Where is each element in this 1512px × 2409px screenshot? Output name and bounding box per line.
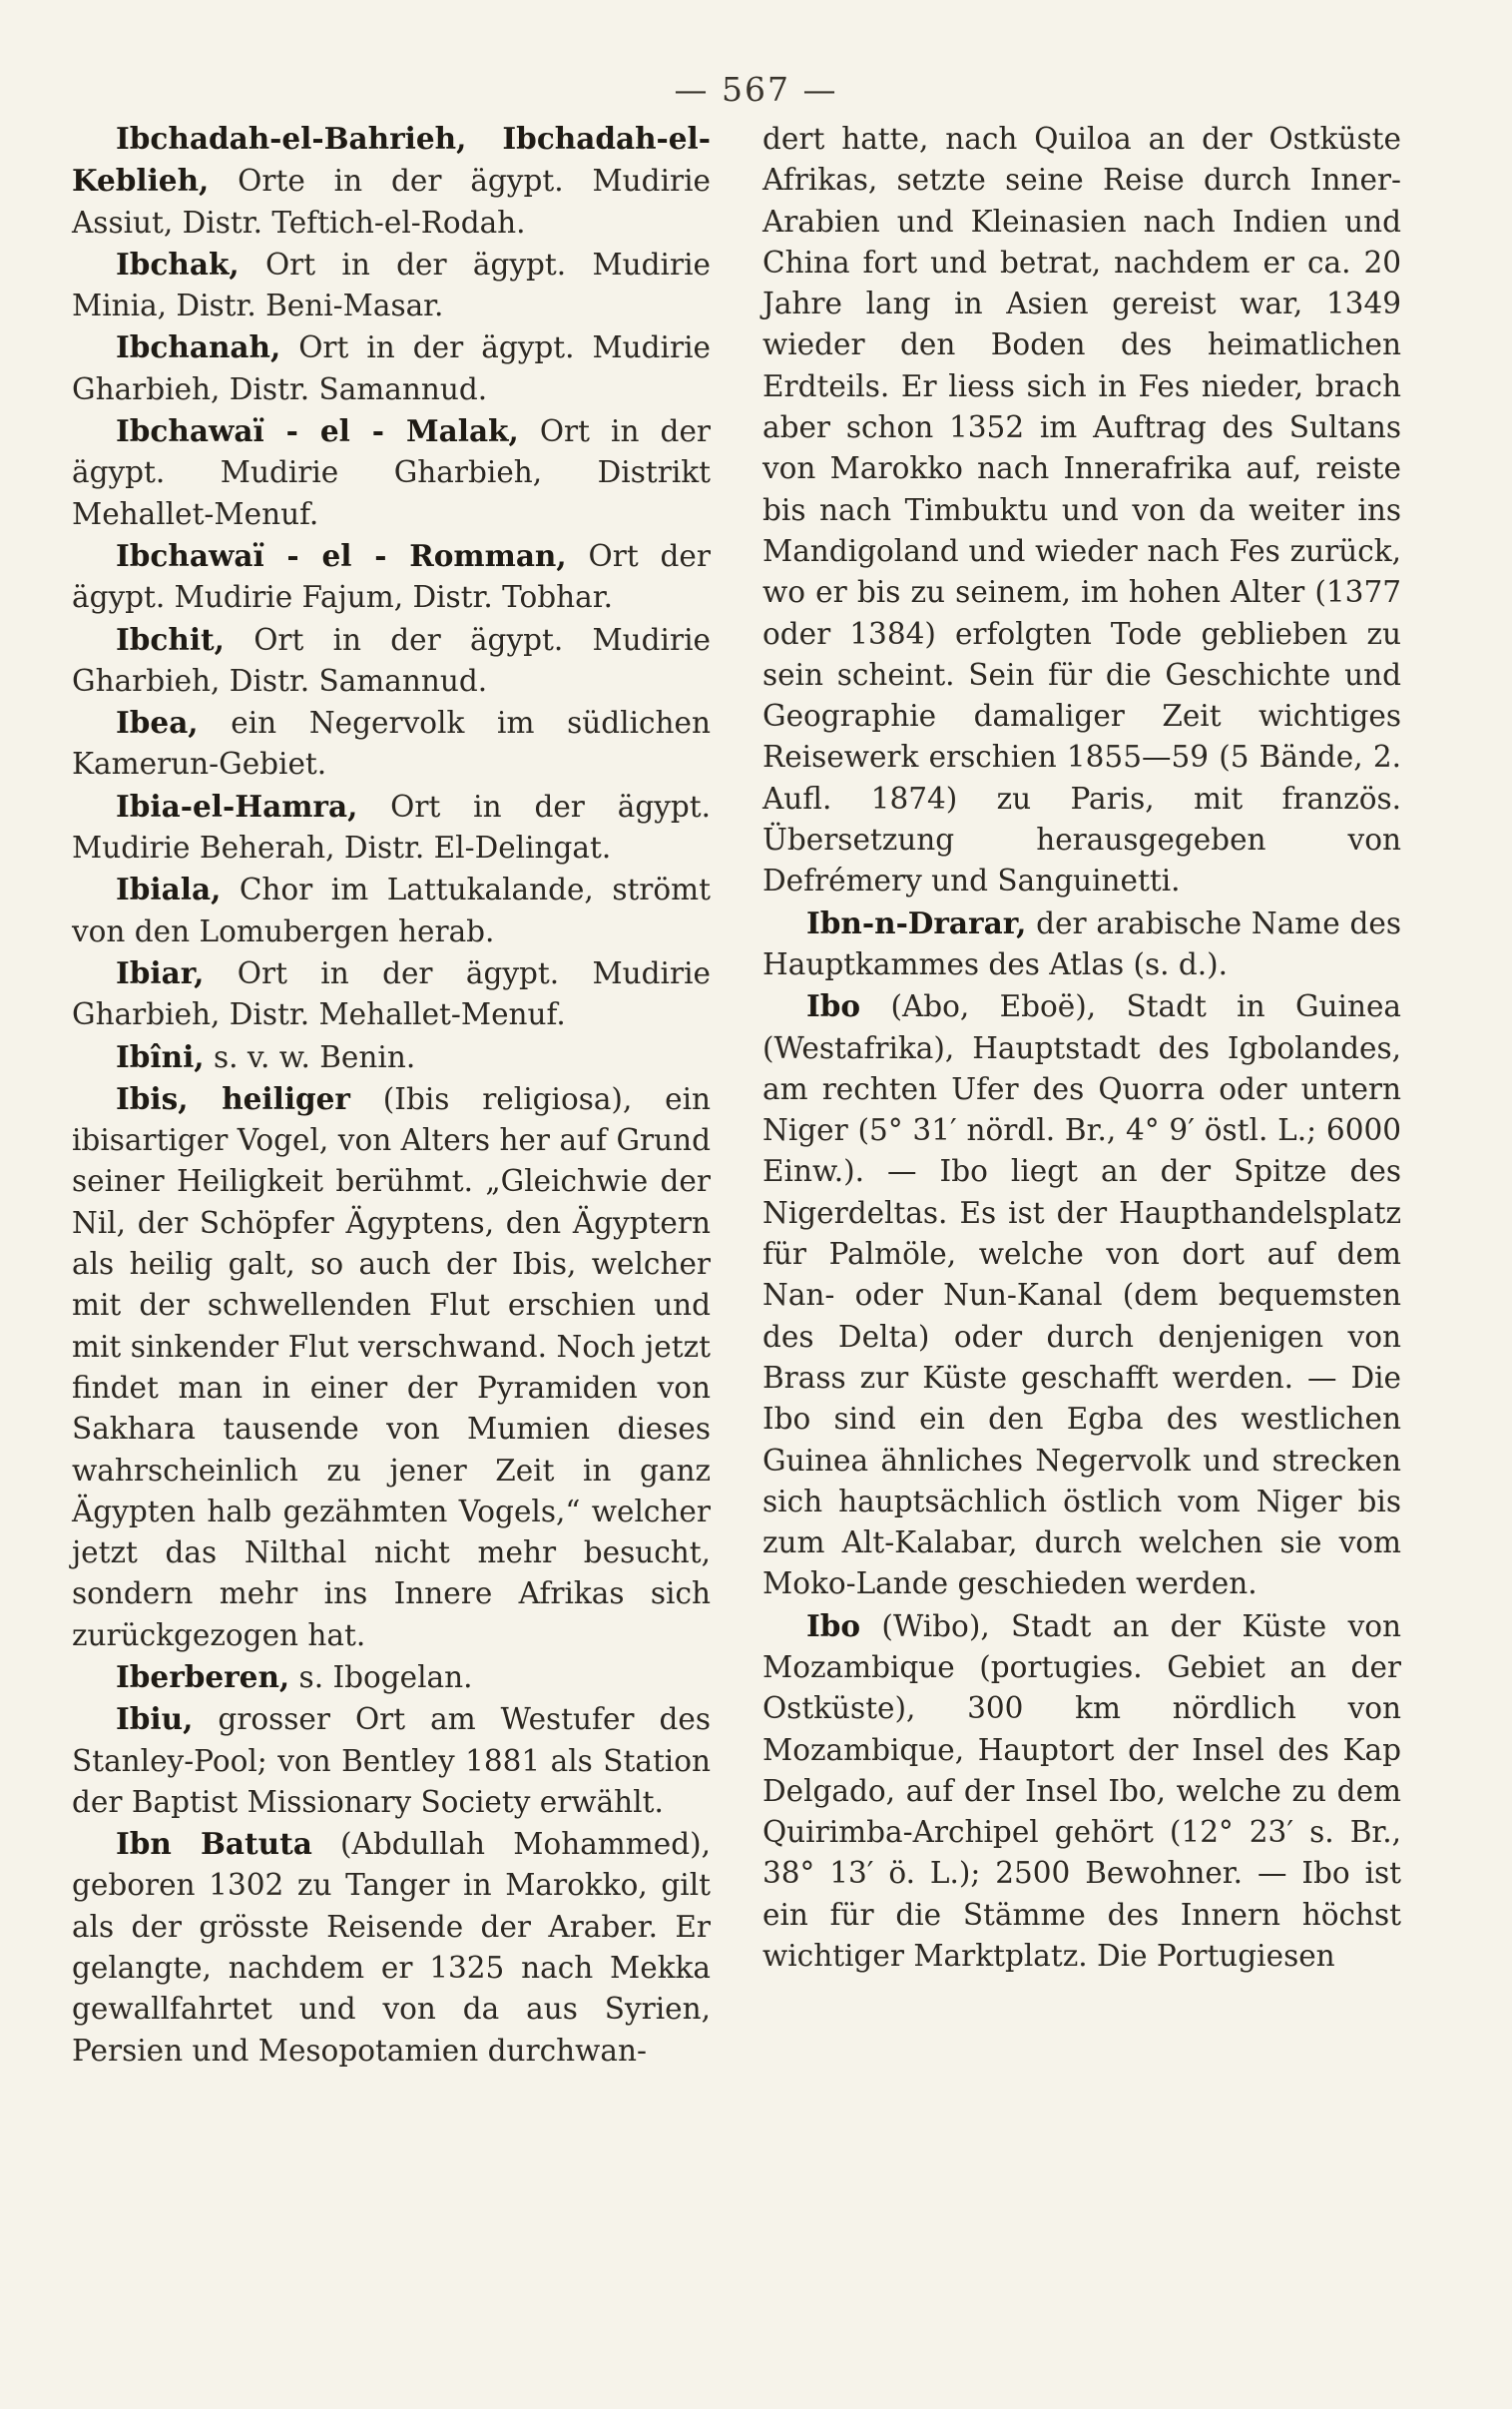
entry bbox=[72, 1078, 711, 1656]
entry-text: dert hatte, nach Quiloa an der Ostküste Afrikas, setzte seine Reise durch Inner-Arabien und Kleinasien nach Indien und China fort und betrat, nachdem er ca. 20 Jahre lang in Asien gereist war, 1349 wieder den Boden des heimatlichen Erdteils. Er liess sich in Fes nieder, brach aber schon 1352 im Auftrag des Sultans von Marokko nach Innerafrika auf, reiste bis nach Timbuktu und von da weiter ins Mandigoland und wieder nach Fes zurück, wo er bis zu seinem, im hohen Alter (1377 oder 1384) erfolgten Tode geblieben zu sein scheint. Sein für die Geschichte und Geographie damaliger Zeit wichtiges Reisewerk erschien 1855—59 (5 Bände, 2. Aufl. 1874) zu Paris, mit französ. Übersetzung herausgegeben von Defrémery und Sanguinetti. bbox=[762, 122, 1401, 899]
entry bbox=[72, 869, 711, 952]
entry-text: grosser Ort am Westufer des Stanley-Pool; von Bentley 1881 als Station der Baptist Missionary Society erwählt. bbox=[72, 1702, 711, 1819]
entry-headword: Ibia-el-Hamra, bbox=[116, 788, 358, 824]
entry-headword: Ibiu, bbox=[116, 1701, 194, 1737]
entry-text: Ort der ägypt. Mudirie Fajum, Distr. Tobhar. bbox=[72, 538, 711, 615]
entry bbox=[72, 1823, 711, 2072]
entry-text: Ort in der ägypt. Mudirie Beherah, Distr. El-Delingat. bbox=[72, 789, 711, 866]
entry bbox=[72, 619, 711, 703]
entry-headword: Iberberen, bbox=[116, 1658, 290, 1694]
entry-headword: Ibn-n-Drarar, bbox=[806, 904, 1027, 940]
entry-continuation bbox=[762, 118, 1401, 903]
entry-headword: Ibis, heiliger bbox=[116, 1080, 350, 1116]
entry bbox=[72, 702, 711, 786]
entry-headword: Ibchanah, bbox=[116, 329, 281, 365]
entry bbox=[72, 535, 711, 619]
entry-headword: Ibchit, bbox=[116, 621, 225, 657]
entry-text: Ort in der ägypt. Mudirie Gharbieh, Distr. Mehallet-Menuf. bbox=[72, 955, 711, 1032]
entry bbox=[762, 985, 1401, 1604]
left-column bbox=[72, 118, 711, 2072]
right-column bbox=[762, 118, 1401, 1977]
entry-headword: Ibîni, bbox=[116, 1038, 205, 1074]
entry-headword: Ibchawaï - el - Romman, bbox=[116, 537, 567, 573]
entry-headword: Ibo bbox=[806, 988, 861, 1024]
entry-text: ein Negervolk im südlichen Kamerun-Gebiet. bbox=[72, 706, 711, 782]
entry bbox=[72, 326, 711, 410]
entry bbox=[72, 118, 711, 244]
entry-headword: Ibo bbox=[806, 1607, 861, 1643]
entry-text: (Ibis religiosa), ein ibisartiger Vogel, von Alters her auf Grund seiner Heiligkeit berühmt. „Gleichwie der Nil, der Schöpfer Ägyptens, den Ägyptern als heilig galt, so auch der Ibis, welcher mit der schwellenden Flut erschien und mit sinkender Flut verschwand. Noch jetzt findet man in einer der Pyramiden von Sakhara tausende von Mumien dieses wahrscheinlich zu jener Zeit in ganz Ägypten halb gezähmten Vogels,“ welcher jetzt das Nilthal nicht mehr besucht, sondern mehr ins Innere Afrikas sich zurückgezogen hat. bbox=[72, 1081, 712, 1652]
entry-text: Orte in der ägypt. Mudirie Assiut, Distr. Teftich-el-Rodah. bbox=[72, 164, 711, 240]
entry-text: Ort in der ägypt. Mudirie Gharbieh, Distr. Samannud. bbox=[72, 622, 711, 698]
entry-headword: Ibea, bbox=[116, 705, 199, 741]
page-number: — 567 — bbox=[674, 70, 838, 109]
entry-headword: Ibchawaï - el - Malak, bbox=[116, 413, 519, 449]
entry-text: Ort in der ägypt. Mudirie Gharbieh, Distrikt Mehallet-Menuf. bbox=[72, 414, 712, 531]
entry-text: Ort in der ägypt. Mudirie Gharbieh, Distr. Samannud. bbox=[72, 330, 711, 406]
entry bbox=[72, 952, 711, 1036]
entry bbox=[762, 1605, 1401, 1978]
entry bbox=[762, 903, 1401, 986]
entry-headword: Ibiar, bbox=[116, 954, 205, 990]
entry bbox=[72, 244, 711, 327]
entry-text: Chor im Lattukalande, strömt von den Lomubergen herab. bbox=[72, 873, 711, 948]
entry-text: s. v. w. Benin. bbox=[204, 1039, 416, 1074]
entry-headword: Ibiala, bbox=[116, 872, 222, 907]
entry bbox=[72, 1036, 711, 1078]
entry-text: (Abo, Eboë), Stadt in Guinea (Westafrika), Hauptstadt des Igbolandes, am rechten Ufer des Quorra oder untern Niger (5° 31′ nördl. Br., 4° 9′ östl. L.; 6000 Einw.). — Ibo liegt an der Spitze des Nigerdeltas. Es ist der Haupthandelsplatz für Palmöle, welche von dort auf dem Nan- oder Nun-Kanal (dem bequemsten des Delta) oder durch denjenigen von Brass zur Küste geschafft werden. — Die Ibo sind ein den Egba des westlichen Guinea ähnliches Negervolk und strecken sich hauptsächlich östlich vom Niger bis zum Alt-Kalabar, durch welchen sie vom Moko-Lande geschieden werden. bbox=[762, 989, 1401, 1601]
entry-text: Ort in der ägypt. Mudirie Minia, Distr. Beni-Masar. bbox=[72, 247, 711, 323]
entry-text: (Wibo), Stadt an der Küste von Mozambique (portugies. Gebiet an der Ostküste), 300 km nördlich von Mozambique, Hauptort der Insel des Kap Delgado, auf der Insel Ibo, welche zu dem Quirimba-Archipel gehört (12° 23′ s. Br., 38° 13′ ö. L.); 2500 Bewohner. — Ibo ist ein für die Stämme des Innern höchst wichtiger Marktplatz. Die Portugiesen bbox=[762, 1608, 1401, 1974]
entry-headword: Ibchak, bbox=[116, 246, 240, 282]
entry-headword: Ibchadah-el-Bahrieh, Ibchadah-el-Keblieh, bbox=[72, 121, 711, 199]
entry bbox=[72, 786, 711, 870]
entry-text: s. Ibogelan. bbox=[289, 1659, 473, 1694]
entry-headword: Ibn Batuta bbox=[116, 1826, 312, 1862]
entry bbox=[72, 410, 711, 535]
entry-text: (Abdullah Mohammed), geboren 1302 zu Tanger in Marokko, gilt als der grösste Reisende der Araber. Er gelangte, nachdem er 1325 nach Mekka gewallfahrtet und von da aus Syrien, Persien und Mesopotamien durchwan- bbox=[72, 1827, 711, 2068]
entry bbox=[72, 1698, 711, 1823]
entry bbox=[72, 1656, 711, 1698]
entry-text: der arabische Name des Hauptkammes des Atlas (s. d.). bbox=[762, 905, 1401, 981]
